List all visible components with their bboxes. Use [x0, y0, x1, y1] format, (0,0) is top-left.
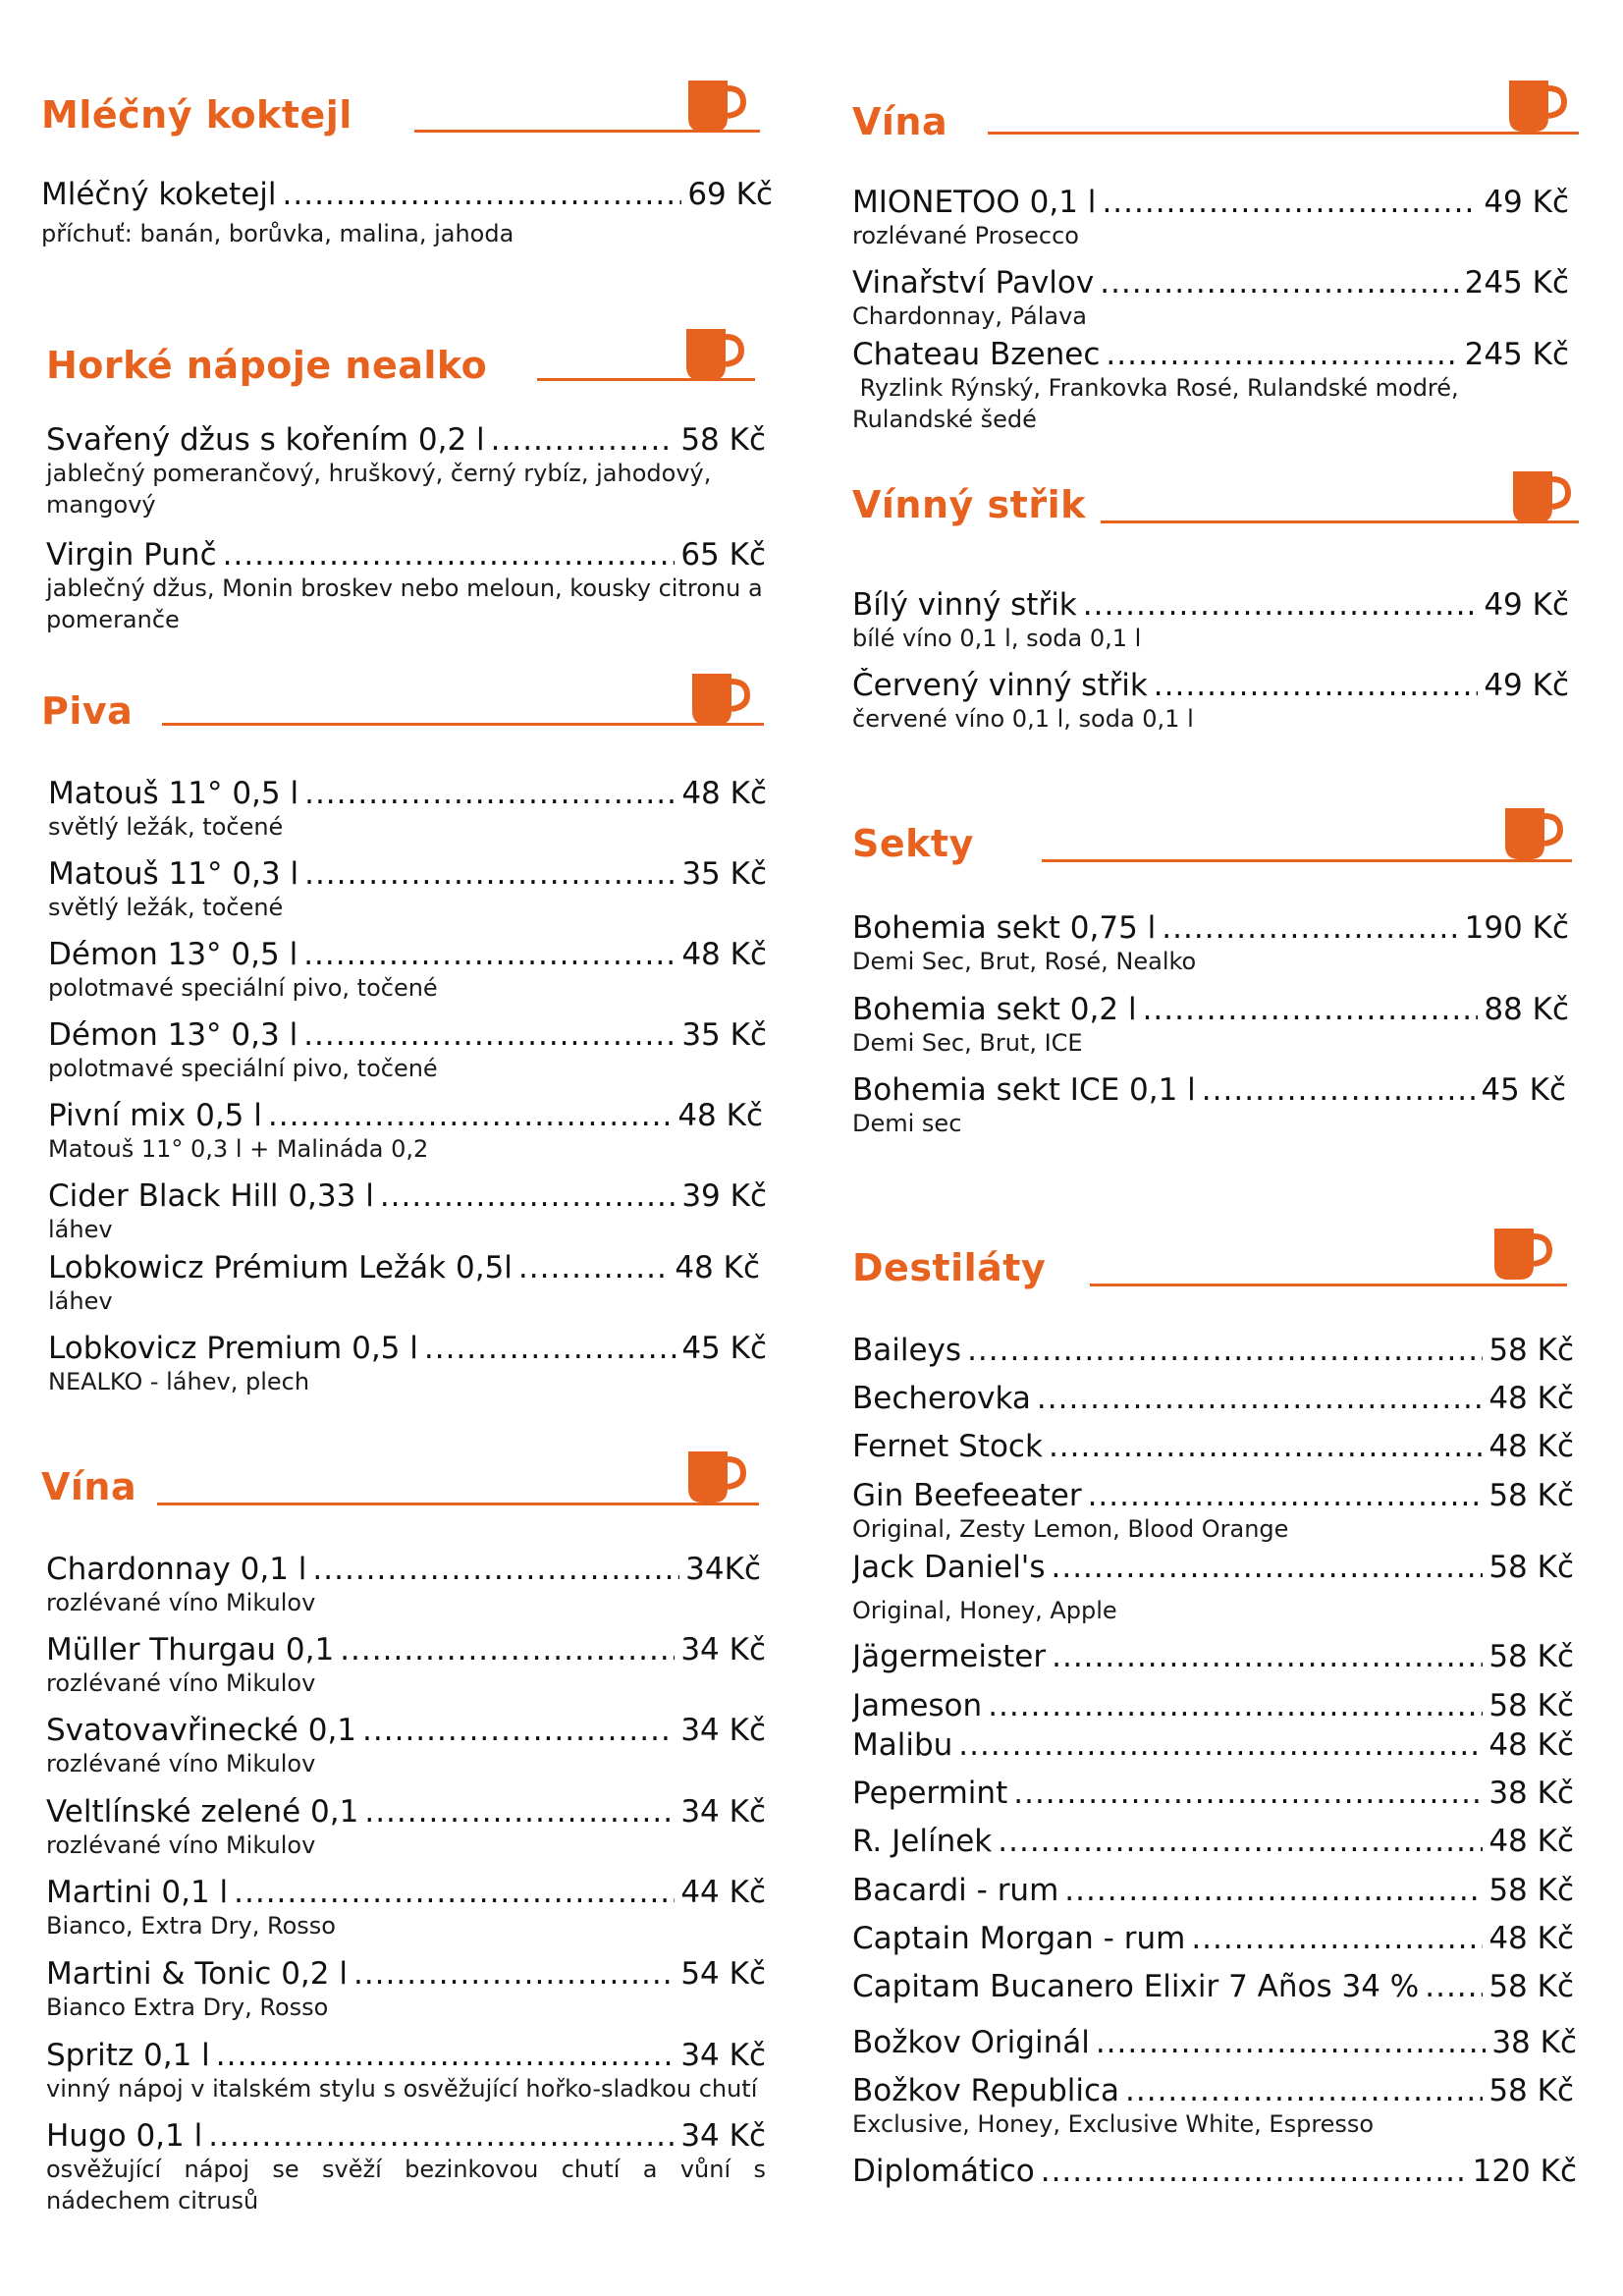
item-price: 69 Kč — [687, 177, 773, 212]
menu-item — [46, 1632, 766, 1699]
item-name: Lobkowicz Prémium Ležák 0,5l — [48, 1250, 513, 1285]
section-title: Piva — [41, 689, 134, 733]
item-price: 120 Kč — [1472, 2154, 1577, 2189]
item-name: Virgin Punč — [46, 537, 217, 573]
item-price: 58 Kč — [1488, 1550, 1574, 1585]
item-price: 54 Kč — [680, 1956, 766, 1992]
leader-dots — [234, 1875, 675, 1910]
item-price: 48 Kč — [677, 1098, 763, 1133]
leader-dots — [1102, 185, 1478, 220]
leader-dots — [958, 1727, 1483, 1763]
item-description: Ryzlink Rýnský, Frankovka Rosé, Rulandské modré, Rulandské šedé — [852, 374, 1467, 433]
section-title: Mléčný koktejl — [41, 93, 352, 137]
menu-item — [852, 265, 1569, 332]
leader-dots — [303, 1017, 676, 1053]
menu-item — [852, 910, 1569, 977]
leader-dots — [1125, 2073, 1483, 2108]
menu-item — [852, 668, 1569, 735]
item-name: R. Jelínek — [852, 1824, 993, 1859]
item-name: Captain Morgan - rum — [852, 1921, 1186, 1956]
section-underline — [157, 1503, 759, 1505]
item-price: 48 Kč — [1488, 1381, 1574, 1416]
item-name: Fernet Stock — [852, 1429, 1043, 1464]
leader-dots — [1162, 910, 1458, 946]
menu-item — [852, 1969, 1574, 2004]
menu-item — [48, 1098, 763, 1165]
section-title: Horké nápoje nealko — [46, 344, 488, 387]
item-name: Bacardi - rum — [852, 1873, 1059, 1908]
item-name: Démon 13° 0,5 l — [48, 937, 298, 972]
item-price: 38 Kč — [1491, 2025, 1577, 2060]
item-price: 48 Kč — [675, 1250, 760, 1285]
item-price: 34 Kč — [680, 1713, 766, 1748]
item-price: 58 Kč — [1488, 1333, 1574, 1368]
coffee-cup-icon — [682, 327, 747, 384]
item-name: Malibu — [852, 1727, 953, 1763]
item-name: Martini & Tonic 0,2 l — [46, 1956, 348, 1992]
leader-dots — [1425, 1969, 1483, 2004]
item-name: Pepermint — [852, 1776, 1008, 1811]
item-description: Original, Honey, Apple — [852, 1597, 1117, 1624]
item-name: Bohemia sekt ICE 0,1 l — [852, 1072, 1196, 1108]
item-name: Cider Black Hill 0,33 l — [48, 1178, 374, 1214]
item-name: Svařený džus s kořením 0,2 l — [46, 422, 485, 458]
leader-dots — [1143, 992, 1479, 1027]
item-name: Jack Daniel's — [852, 1550, 1046, 1585]
section-title: Destiláty — [852, 1246, 1047, 1289]
coffee-cup-icon — [1490, 1227, 1555, 1284]
menu-item — [48, 856, 767, 923]
item-description: jablečný pomerančový, hruškový, černý rybíz, jahodový, mangový — [46, 460, 712, 519]
item-description: rozlévané víno Mikulov — [46, 1750, 316, 1777]
item-price: 34 Kč — [680, 2038, 766, 2073]
item-description: příchuť: banán, borůvka, malina, jahoda — [41, 220, 514, 247]
item-description: rozlévané víno Mikulov — [46, 1831, 316, 1859]
item-name: Matouš 11° 0,5 l — [48, 776, 299, 811]
leader-dots — [1037, 1381, 1483, 1416]
menu-item — [852, 2073, 1574, 2140]
menu-item — [852, 1072, 1566, 1139]
item-price: 34 Kč — [680, 1632, 766, 1667]
item-name: Diplomático — [852, 2154, 1035, 2189]
item-name: Matouš 11° 0,3 l — [48, 856, 299, 892]
item-description: NEALKO - láhev, plech — [48, 1368, 310, 1395]
item-price: 35 Kč — [681, 856, 767, 892]
section-underline — [1090, 1284, 1567, 1286]
menu-item — [46, 537, 766, 635]
item-description: Bianco, Extra Dry, Rosso — [46, 1912, 336, 1940]
leader-dots — [1154, 668, 1479, 703]
item-description: červené víno 0,1 l, soda 0,1 l — [852, 705, 1194, 733]
item-price: 49 Kč — [1484, 185, 1569, 220]
menu-item — [48, 1017, 767, 1084]
item-price: 245 Kč — [1464, 265, 1569, 301]
item-description: Chardonnay, Pálava — [852, 302, 1088, 330]
item-name: Becherovka — [852, 1381, 1031, 1416]
leader-dots — [216, 2038, 676, 2073]
menu-item — [852, 1873, 1574, 1908]
item-name: Mléčný koketejl — [41, 177, 277, 212]
item-price: 49 Kč — [1484, 587, 1569, 623]
item-price: 45 Kč — [1481, 1072, 1566, 1108]
item-description: světlý ležák, točené — [48, 894, 284, 921]
leader-dots — [364, 1794, 675, 1830]
menu-item — [852, 1824, 1574, 1859]
section-underline — [1042, 859, 1572, 862]
item-name: Bohemia sekt 0,2 l — [852, 992, 1137, 1027]
section-title: Vínný střik — [852, 483, 1086, 526]
leader-dots — [304, 776, 676, 811]
item-price: 48 Kč — [1488, 1429, 1574, 1464]
menu-item — [46, 422, 766, 520]
item-description: Demi Sec, Brut, ICE — [852, 1029, 1083, 1057]
item-price: 44 Kč — [680, 1875, 766, 1910]
leader-dots — [1049, 1429, 1483, 1464]
item-name: Veltlínské zelené 0,1 — [46, 1794, 359, 1830]
leader-dots — [268, 1098, 672, 1133]
item-price: 34Kč — [685, 1552, 761, 1587]
item-description: rozlévané Prosecco — [852, 222, 1079, 249]
leader-dots — [312, 1552, 679, 1587]
item-name: Bohemia sekt 0,75 l — [852, 910, 1157, 946]
leader-dots — [380, 1178, 676, 1214]
item-name: Vinařství Pavlov — [852, 265, 1095, 301]
section-underline — [1101, 520, 1579, 523]
menu-item — [852, 1550, 1574, 1626]
leader-dots — [1191, 1921, 1483, 1956]
menu-item — [852, 1429, 1574, 1464]
item-price: 190 Kč — [1464, 910, 1569, 946]
menu-item — [46, 2118, 766, 2216]
leader-dots — [998, 1824, 1483, 1859]
item-name: Chateau Bzenec — [852, 337, 1101, 372]
menu-item — [852, 587, 1569, 654]
section-underline — [162, 723, 764, 726]
item-description: Demi Sec, Brut, Rosé, Nealko — [852, 948, 1197, 975]
item-description: Demi sec — [852, 1110, 962, 1137]
item-name: Chardonnay 0,1 l — [46, 1552, 307, 1587]
menu-item — [852, 1921, 1574, 1956]
item-price: 38 Kč — [1488, 1776, 1574, 1811]
item-price: 48 Kč — [681, 937, 767, 972]
coffee-cup-icon — [684, 79, 749, 136]
item-price: 39 Kč — [681, 1178, 767, 1214]
menu-item — [46, 1713, 766, 1779]
item-name: Červený vinný střik — [852, 668, 1148, 703]
leader-dots — [1202, 1072, 1476, 1108]
item-price: 35 Kč — [681, 1017, 767, 1053]
item-description: světlý ležák, točené — [48, 813, 284, 841]
menu-item — [48, 1178, 767, 1245]
leader-dots — [1052, 1639, 1483, 1674]
item-name: Hugo 0,1 l — [46, 2118, 203, 2154]
item-name: Bílý vinný střik — [852, 587, 1077, 623]
item-price: 58 Kč — [1488, 1873, 1574, 1908]
leader-dots — [362, 1713, 675, 1748]
item-price: 245 Kč — [1464, 337, 1569, 372]
item-price: 58 Kč — [1488, 1478, 1574, 1513]
item-description: Matouš 11° 0,3 l + Malináda 0,2 — [48, 1135, 429, 1163]
menu-item — [852, 2154, 1577, 2189]
leader-dots — [303, 937, 676, 972]
item-name: Spritz 0,1 l — [46, 2038, 210, 2073]
coffee-cup-icon — [688, 672, 753, 729]
item-price: 48 Kč — [1488, 1727, 1574, 1763]
item-description: bílé víno 0,1 l, soda 0,1 l — [852, 625, 1142, 652]
menu-item — [852, 1639, 1574, 1674]
item-name: Božkov Republica — [852, 2073, 1120, 2108]
item-name: Jägermeister — [852, 1639, 1047, 1674]
item-name: Svatovavřinecké 0,1 — [46, 1713, 357, 1748]
item-name: Jameson — [852, 1688, 983, 1723]
item-name: Pivní mix 0,5 l — [48, 1098, 262, 1133]
section-underline — [988, 132, 1579, 135]
item-price: 48 Kč — [1488, 1921, 1574, 1956]
leader-dots — [1041, 2154, 1467, 2189]
item-price: 48 Kč — [681, 776, 767, 811]
menu-item — [852, 992, 1569, 1059]
leader-dots — [1051, 1550, 1483, 1585]
menu-item — [852, 337, 1569, 435]
item-description: rozlévané víno Mikulov — [46, 1589, 316, 1616]
leader-dots — [340, 1632, 675, 1667]
leader-dots — [1013, 1776, 1483, 1811]
leader-dots — [1064, 1873, 1483, 1908]
leader-dots — [1088, 1478, 1484, 1513]
item-name: Martini 0,1 l — [46, 1875, 229, 1910]
menu-item — [46, 1875, 766, 1941]
leader-dots — [1083, 587, 1479, 623]
leader-dots — [424, 1331, 676, 1366]
menu-item — [46, 2038, 766, 2105]
item-description: láhev — [48, 1287, 113, 1315]
menu-item — [852, 1333, 1574, 1368]
item-price: 34 Kč — [680, 2118, 766, 2154]
leader-dots — [1096, 2025, 1486, 2060]
leader-dots — [518, 1250, 669, 1285]
leader-dots — [491, 422, 676, 458]
coffee-cup-icon — [1505, 79, 1570, 136]
item-name: Baileys — [852, 1333, 962, 1368]
leader-dots — [283, 177, 682, 212]
menu-item — [41, 177, 773, 249]
menu-item — [852, 185, 1569, 251]
item-price: 34 Kč — [680, 1794, 766, 1830]
item-description: Original, Zesty Lemon, Blood Orange — [852, 1515, 1289, 1543]
menu-item — [48, 1331, 767, 1397]
leader-dots — [1106, 337, 1458, 372]
item-description: polotmavé speciální pivo, točené — [48, 974, 438, 1002]
item-price: 49 Kč — [1484, 668, 1569, 703]
menu-item — [852, 1776, 1574, 1811]
item-description: polotmavé speciální pivo, točené — [48, 1055, 438, 1082]
item-price: 58 Kč — [1488, 1639, 1574, 1674]
item-name: Lobkovicz Premium 0,5 l — [48, 1331, 418, 1366]
leader-dots — [223, 537, 676, 573]
item-price: 65 Kč — [680, 537, 766, 573]
item-price: 45 Kč — [681, 1331, 767, 1366]
item-name: Gin Beefeeater — [852, 1478, 1082, 1513]
item-description: vinný nápoj v italském stylu s osvěžující hořko-sladkou chutí — [46, 2075, 758, 2103]
item-price: 58 Kč — [1488, 1688, 1574, 1723]
leader-dots — [988, 1688, 1483, 1723]
item-price: 58 Kč — [1488, 1969, 1574, 2004]
menu-item — [46, 1552, 761, 1618]
item-name: Capitam Bucanero Elixir 7 Años 34 % — [852, 1969, 1420, 2004]
item-price: 48 Kč — [1488, 1824, 1574, 1859]
coffee-cup-icon — [684, 1449, 749, 1506]
item-description: osvěžující nápoj se svěží bezinkovou chutí a vůní s nádechem citrusů — [46, 2156, 766, 2214]
menu-item — [46, 1956, 766, 2023]
menu-item — [852, 1478, 1574, 1545]
menu-item — [852, 1381, 1574, 1416]
item-description: jablečný džus, Monin broskev nebo meloun, kousky citronu a pomeranče — [46, 574, 763, 633]
item-price: 88 Kč — [1484, 992, 1569, 1027]
item-name: Démon 13° 0,3 l — [48, 1017, 298, 1053]
item-description: Bianco Extra Dry, Rosso — [46, 1994, 329, 2021]
menu-item — [852, 1727, 1574, 1763]
item-name: MIONETOO 0,1 l — [852, 185, 1097, 220]
coffee-cup-icon — [1501, 806, 1566, 863]
item-description: rozlévané víno Mikulov — [46, 1669, 316, 1697]
leader-dots — [208, 2118, 675, 2154]
menu-item — [852, 2025, 1577, 2060]
leader-dots — [1100, 265, 1458, 301]
leader-dots — [967, 1333, 1483, 1368]
menu-item — [48, 937, 767, 1004]
item-price: 58 Kč — [680, 422, 766, 458]
section-title: Sekty — [852, 822, 974, 865]
section-title: Vína — [41, 1465, 137, 1508]
coffee-cup-icon — [1509, 469, 1574, 526]
leader-dots — [353, 1956, 675, 1992]
item-name: Božkov Originál — [852, 2025, 1090, 2060]
item-price: 58 Kč — [1488, 2073, 1574, 2108]
leader-dots — [304, 856, 676, 892]
item-name: Müller Thurgau 0,1 — [46, 1632, 335, 1667]
menu-item — [48, 776, 767, 843]
menu-item — [852, 1688, 1574, 1723]
item-description: Exclusive, Honey, Exclusive White, Espresso — [852, 2110, 1375, 2138]
item-description: láhev — [48, 1216, 113, 1243]
menu-item — [48, 1250, 760, 1317]
menu-item — [46, 1794, 766, 1861]
section-title: Vína — [852, 100, 948, 143]
